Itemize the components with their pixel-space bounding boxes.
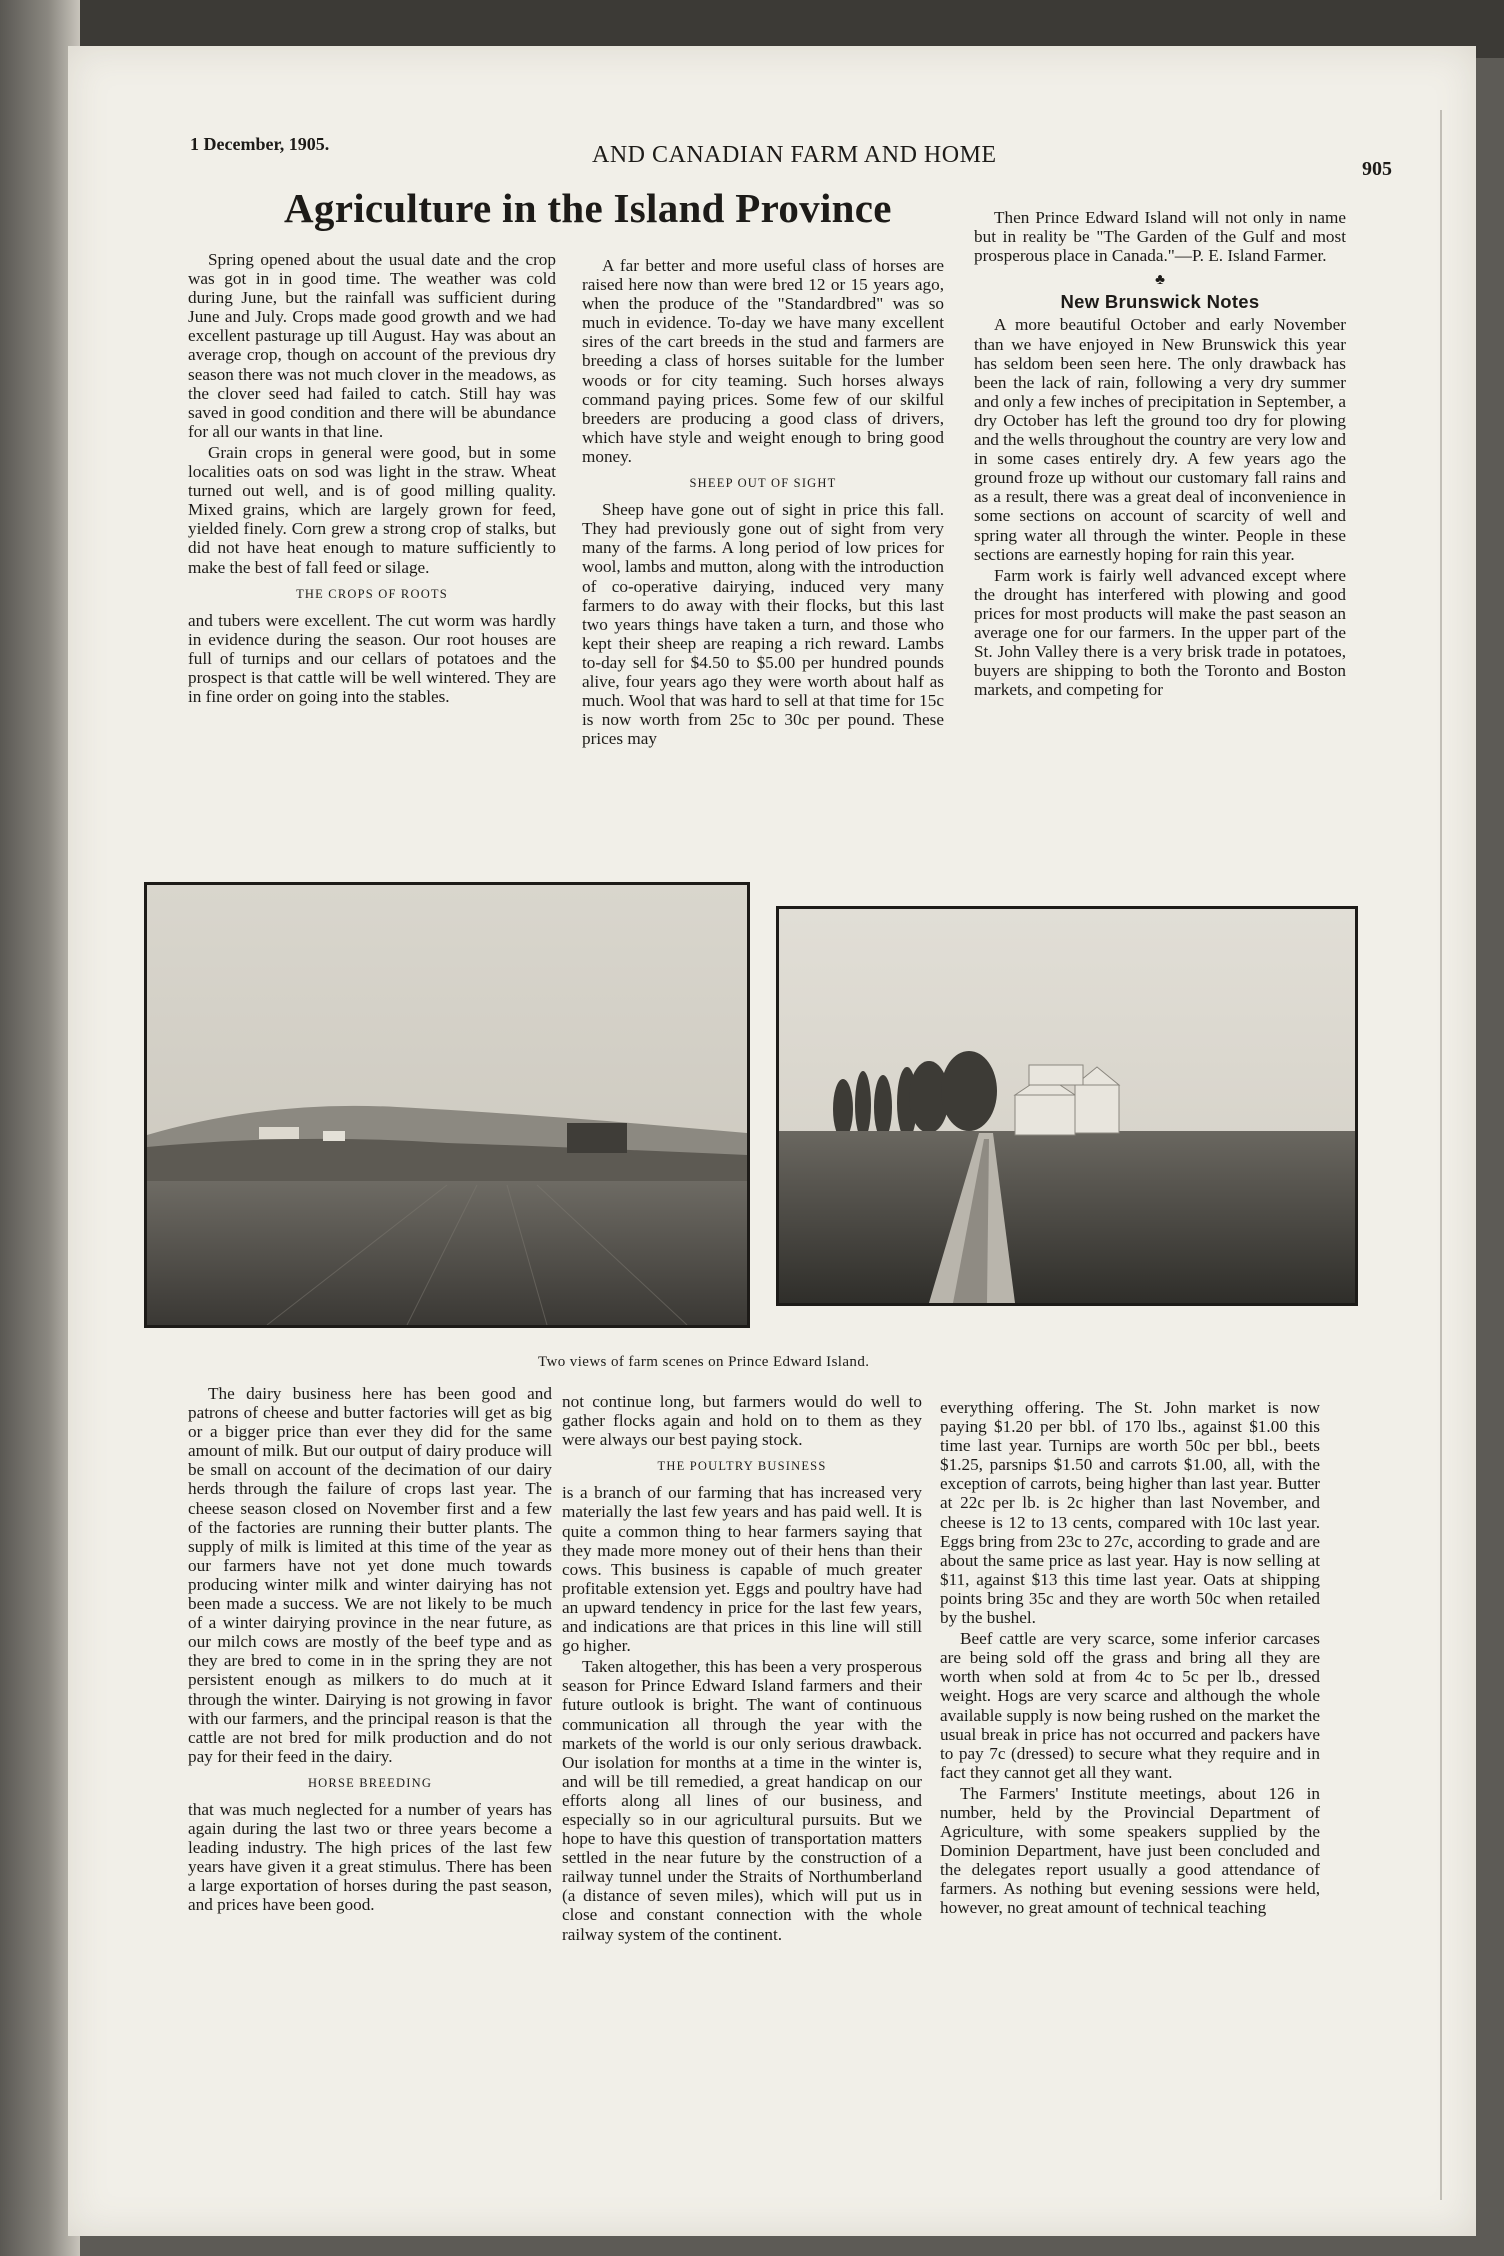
paragraph: is a branch of our farming that has increased very materially the last few years and has paid well. It is quite a common thing to hear farmers saying that they made more money out of their hens than their cows. This business is capable of much greater profitable extension yet. Eggs and poultry have had an upward tendency in price for the last few years, and indications are that prices in this line will still go higher. — [562, 1483, 922, 1656]
paragraph: A more beautiful October and early November than we have enjoyed in New Brunswick this year has seldom been seen here. The only drawback has been the lack of rain, following a very dry summer and only a few inches of precipitation in September, a dry October has left the ground too dry for plowing and the wells throughout the country are very low and in some cases entirely dry. A few years ago the ground froze up without our customary fall rains and as a result, there was a great deal of inconvenience in some sections on account of scarcity of well and spring water all through the winter. People in these sections are earnestly hoping for rain this year. — [974, 315, 1346, 564]
paragraph: not continue long, but farmers would do well to gather flocks again and hold on to them as they were always our best paying stock. — [562, 1392, 922, 1450]
page-number: 905 — [1362, 158, 1392, 180]
farm-photo-left — [144, 882, 750, 1328]
issue-date: 1 December, 1905. — [190, 134, 330, 154]
upper-column-1 — [188, 250, 556, 708]
lower-column-2 — [562, 1392, 922, 1946]
upper-column-3 — [974, 208, 1346, 701]
paragraph: Grain crops in general were good, but in some localities oats on sod was light in the straw. Wheat turned out well, and is of good milling quality. Mixed grains, which are largely grown for feed, yielded finely. Corn grew a strong crop of stalks, but did not have heat enough to mature sufficiently to make the best of fall feed or silage. — [188, 442, 556, 577]
paragraph: Taken altogether, this has been a very prosperous season for Prince Edward Island farmers and their future outlook is bright. The want of continuous communication all through the year with the markets of the world is our only serious drawback. Our isolation for months at a time in the winter is, and will be till remedied, a great handicap on our efforts along all lines of our business, and especially so in our agricultural pursuits. But we hope to have this question of transportation matters settled in the near future by the construction of a railway tunnel under the Straits of Northumberland (a distance of seven miles), which will put us in close and constant connection with the whole railway system of the continent. — [562, 1657, 922, 1944]
farm-lane-image — [779, 909, 1355, 1303]
section-heading-new-brunswick: New Brunswick Notes — [1060, 291, 1260, 313]
article-title: Agriculture in the Island Province — [284, 185, 892, 231]
paragraph: The Farmers' Institute meetings, about 126 in number, held by the Provincial Department of Agriculture, with some speakers supplied by the Dominion Department, have just been concluded and the delegates report usually a good attendance of farmers. As nothing but evening sessions were held, however, no great amount of technical teaching — [940, 1783, 1320, 1918]
paragraph: The dairy business here has been good and patrons of cheese and butter factories will get as big or a bigger price than ever they did for the same amount of milk. But our output of dairy produce will be small on account of the decimation of our dairy herds through the failure of crops last year. The cheese season closed on November first and a few of the factories are running their butter plants. The supply of milk is limited at this time of the year as our farmers have not yet done much towards producing winter milk and winter dairying has not been made a success. We are not likely to be much of a winter dairying province in the near future, as our milch cows are mostly of the beef type and as they are bred to come in in the spring they are not persistent enough as milkers to do much at it through the winter. Dairying is not growing in favor with our farmers, and the principal reason is that the cattle are not bred for milk production and do not pay for their feed in the dairy. — [188, 1384, 552, 1766]
paragraph: that was much neglected for a number of years has again during the last two or three years become a leading industry. The high prices of the last few years have given it a great stimulus. There has been a large exportation of horses during the past season, and prices have been good. — [188, 1799, 552, 1915]
paragraph: and tubers were excellent. The cut worm was hardly in evidence during the season. Our root houses are full of turnips and our cellars of potatoes and the prospect is that cattle will be well wintered. They are in fine order on going into the stables. — [188, 610, 556, 707]
paragraph: A far better and more useful class of horses are raised here now than were bred 12 or 15 years ago, when the produce of the "Standardbred" was so much in evidence. To-day we have many excellent sires of the cart breeds in the stud and farmers are breeding a class of horses suitable for the lumber woods or for city teaming. Such horses always command paying prices. Some few of our skilful breeders are producing a good class of drivers, which have style and weight enough to bring good money. — [582, 256, 944, 466]
farm-field-image — [147, 885, 747, 1325]
paragraph: Spring opened about the usual date and the crop was got in in good time. The weather was cold during June, but the rainfall was sufficient during June and July. Crops made good growth and we had excellent pasturage up till August. Hay was about an average crop, though on account of the previous dry season there was not much clover in the meadows, as the clover seed had failed to catch. Still hay was saved in good condition and there will be abundance for all our wants in that line. — [188, 250, 556, 441]
paragraph: Farm work is fairly well advanced except where the drought has interfered with plowing and good prices for most products will make the past season an average one for our farmers. In the upper part of the St. John Valley there is a very brisk trade in potatoes, buyers are shipping to both the Toronto and Boston markets, and competing for — [974, 565, 1346, 700]
subheading-poultry: THE POULTRY BUSINESS — [657, 1459, 827, 1474]
paragraph: Then Prince Edward Island will not only in name but in reality be "The Garden of the Gulf and most prosperous place in Canada."—P. E. Island Farmer. — [974, 208, 1346, 266]
ornament-icon: ♣ — [1155, 272, 1165, 289]
subheading-sheep: SHEEP OUT OF SIGHT — [689, 476, 837, 491]
running-header — [122, 98, 1392, 180]
lower-column-3 — [940, 1398, 1320, 1920]
journal-title: AND CANADIAN FARM AND HOME — [592, 142, 997, 168]
paragraph: Beef cattle are very scarce, some inferior carcases are being sold off the grass and bring all they are worth when sold at from 4c to 5c per lb., dressed weight. Hogs are very scarce and although the whole available supply is now being rushed on the market the usual break in price has not occurred and packers have to pay 7c (dressed) to secure what they require and in fact they cannot get all they want. — [940, 1629, 1320, 1782]
subheading-horse-breeding: HORSE BREEDING — [307, 1775, 433, 1790]
farm-photo-right — [776, 906, 1358, 1306]
photo-caption: Two views of farm scenes on Prince Edward Island. — [538, 1354, 870, 1370]
paragraph: Sheep have gone out of sight in price this fall. They had previously gone out of sight from very many of the farms. A long period of low prices for wool, lambs and mutton, along with the introduction of co-operative dairying, induced very many farmers to do away with their flocks, but this last two years things have taken a turn, and those who kept their sheep are reaping a rich reward. Lambs to-day sell for $4.50 to $5.00 per hundred pounds alive, four years ago they were worth about half as much. Wool that was hard to sell at that time for 15c is now worth from 25c to 30c per pound. These prices may — [582, 500, 944, 749]
lower-column-1 — [188, 1384, 552, 1917]
paragraph: everything offering. The St. John market is now paying $1.20 per bbl. of 170 lbs., against $1.00 this time last year. Turnips are worth 50c per bbl., beets $1.25, parsnips $1.50 and carrots $1.00, all, with the exception of carrots, being higher than last year. Butter at 22c per lb. is 2c higher than last November, and cheese is 12 to 13 cents, compared with 10c last year. Eggs bring from 23c to 27c, according to grade and are about the same price as last year. Hay is now selling at $11, against $13 this time last year. Oats at shipping points bring 35c and they are worth 50c when retailed by the bushel. — [940, 1398, 1320, 1628]
subheading-roots: THE CROPS OF ROOTS — [296, 586, 448, 601]
page-fold-line — [1440, 110, 1442, 2200]
upper-column-2 — [582, 256, 944, 750]
